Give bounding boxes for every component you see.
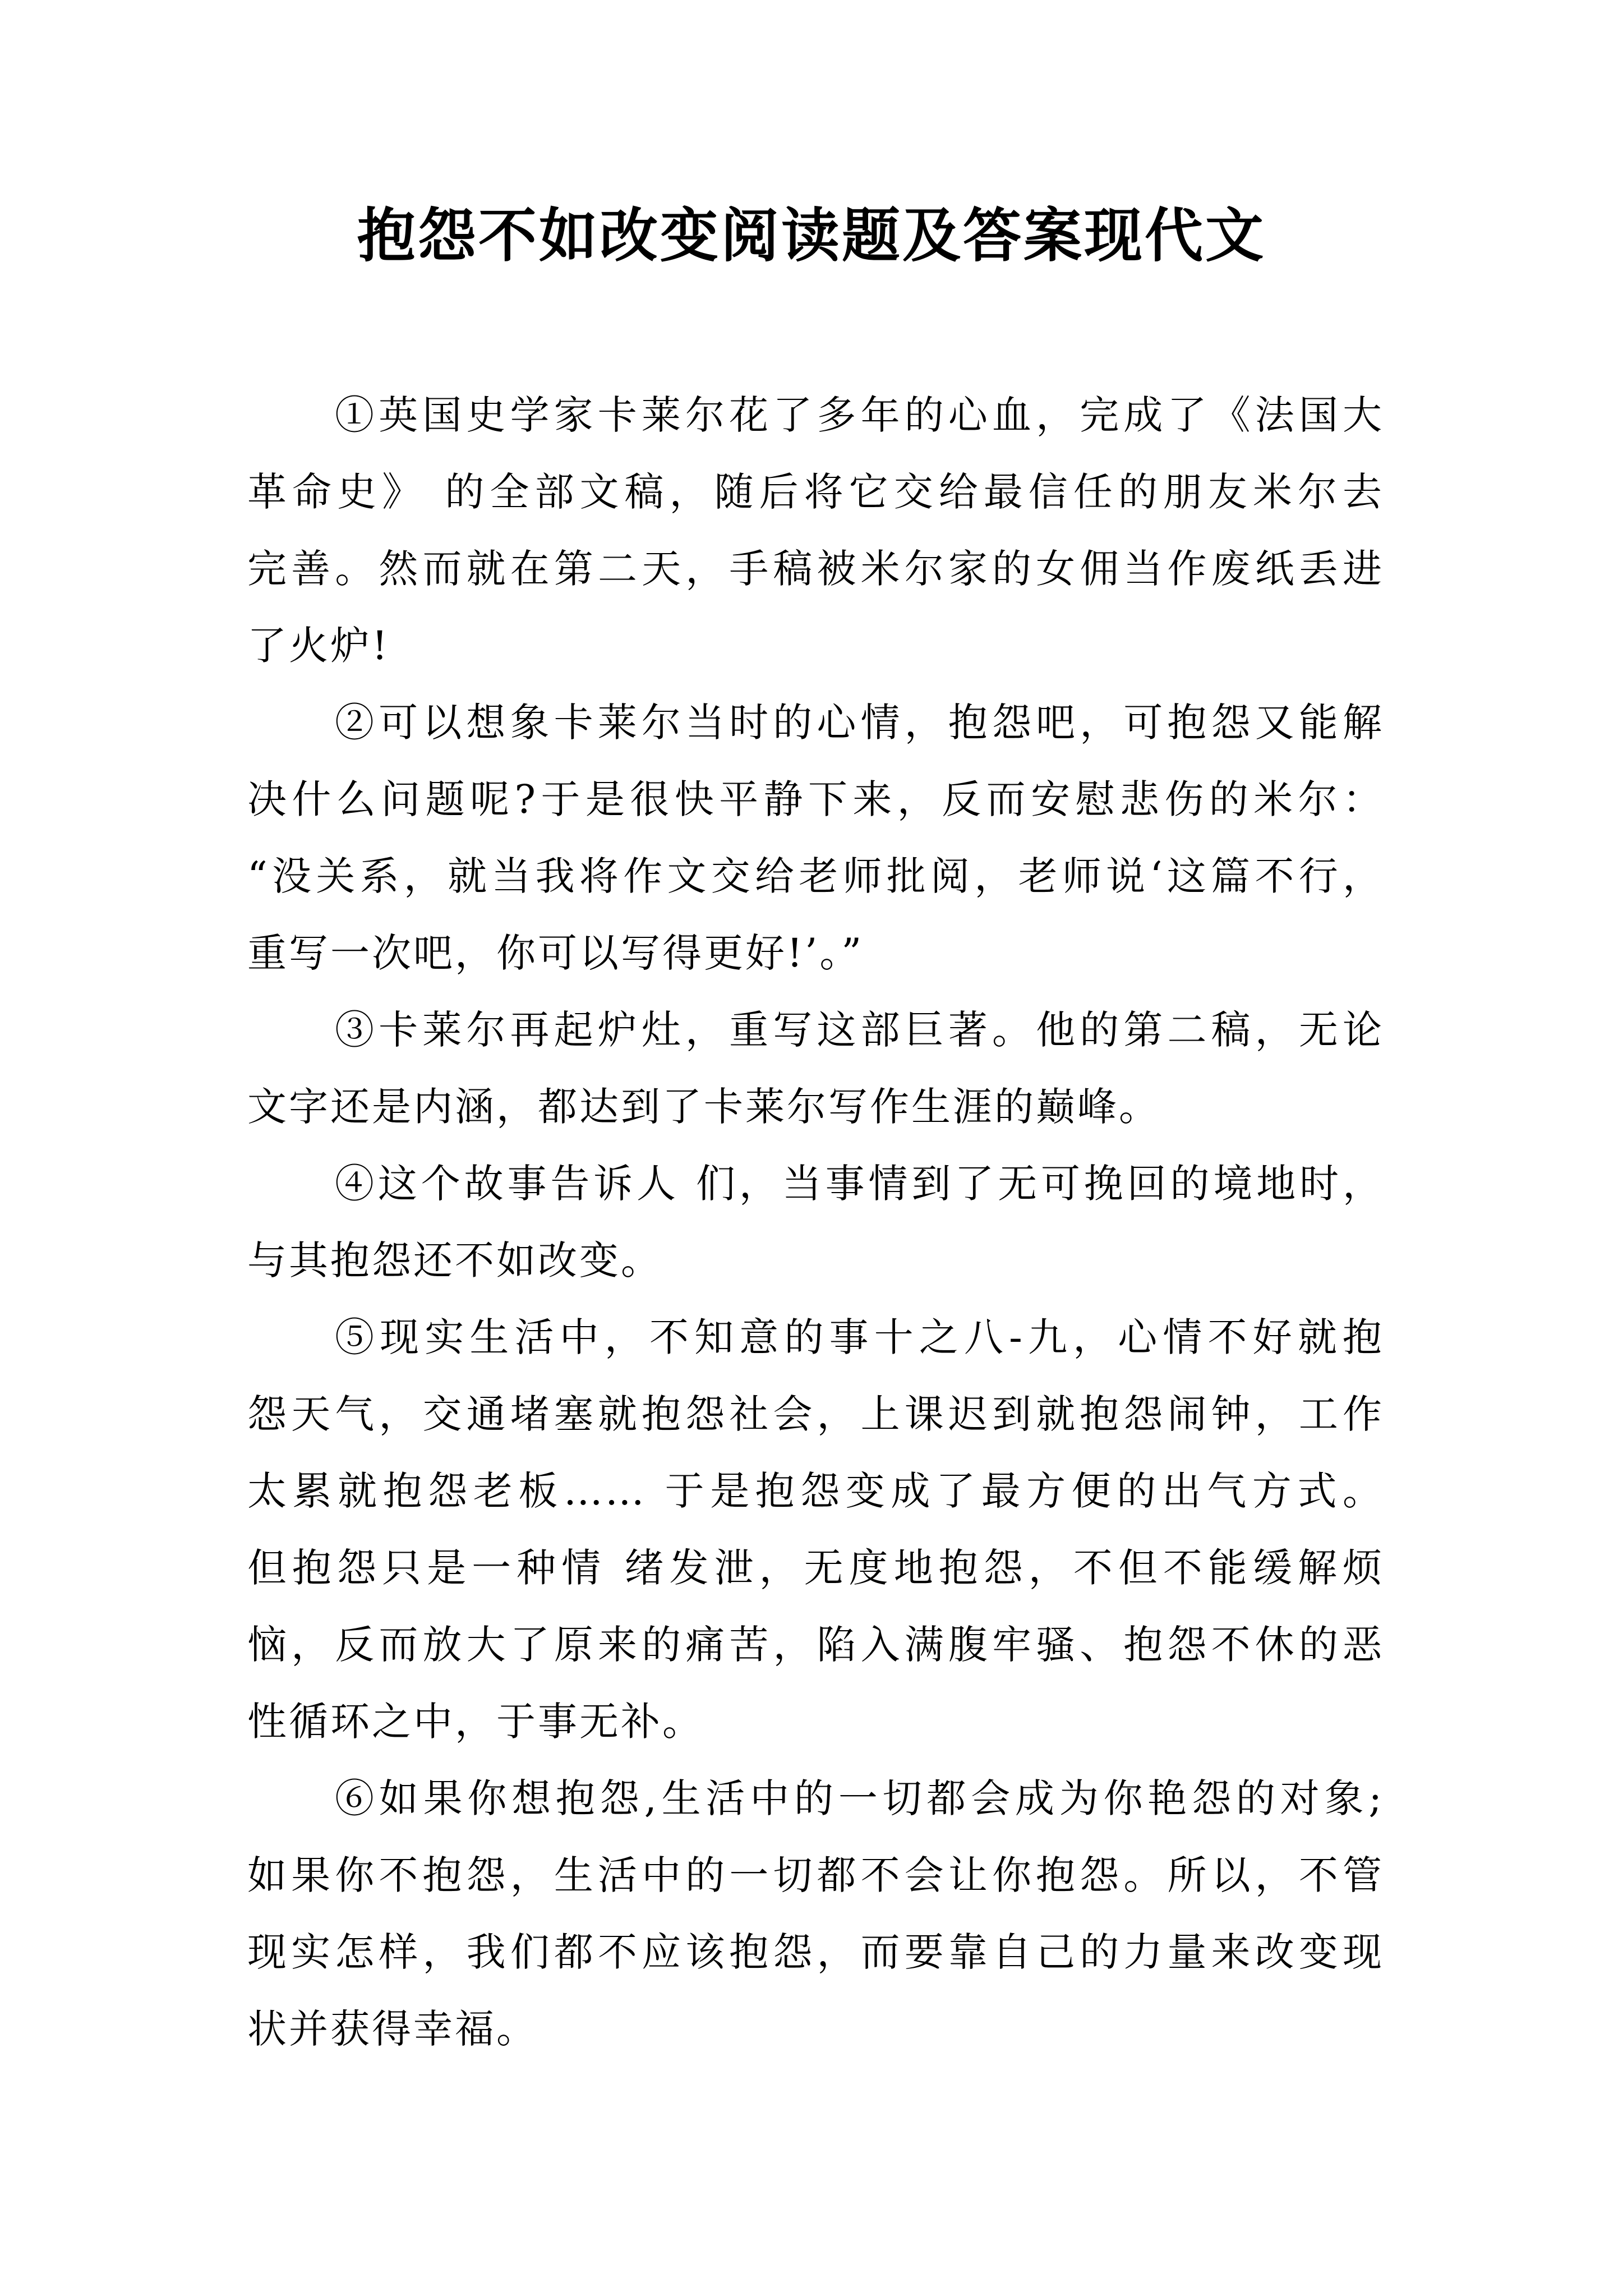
paragraph-3 — [247, 992, 1384, 1145]
paragraph-line: 了火炉! — [247, 623, 390, 669]
paragraph-line: 性循环之中，于事无补。 — [247, 1699, 704, 1745]
paragraph-5 — [247, 1299, 1384, 1760]
paragraph-6 — [247, 1760, 1384, 2068]
paragraph-4 — [247, 1145, 1384, 1299]
paragraph-line: ①英国史学家卡莱尔花了多年的心血，完成了《法国大 — [335, 392, 1384, 438]
paragraph-line: ⑤现实生活中，不知意的事十之八-九，心情不好就抱 — [335, 1314, 1384, 1360]
paragraph-line: 重写一次吧，你可以写得更好!’。” — [247, 930, 864, 976]
paragraph-line: 现实怎样，我们都不应该抱怨，而要靠自己的力量来改变现 — [247, 1929, 1384, 1975]
paragraph-line: 革命史》 的全部文稿，随后将它交给最信任的朋友米尔去 — [247, 469, 1384, 515]
paragraph-line: 怨天气，交通堵塞就抱怨社会，上课迟到就抱怨闹钟，工作 — [247, 1391, 1384, 1437]
paragraph-line: ③卡莱尔再起炉灶，重写这部巨著。他的第二稿，无论 — [335, 1007, 1384, 1053]
paragraph-line: 完善。然而就在第二天，手稿被米尔家的女佣当作废纸丢进 — [247, 546, 1384, 592]
paragraph-line: 但抱怨只是一种情 绪发泄，无度地抱怨，不但不能缓解烦 — [247, 1545, 1384, 1591]
paragraph-line: ⑥如果你想抱怨,生活中的一切都会成为你艳怨的对象; — [335, 1775, 1384, 1821]
document-body — [247, 377, 1384, 2068]
paragraph-2 — [247, 684, 1384, 992]
paragraph-line: 状并获得幸福。 — [247, 2006, 538, 2052]
paragraph-line: 恼，反而放大了原来的痛苦，陷入满腹牢骚、抱怨不休的恶 — [247, 1622, 1384, 1668]
paragraph-line: 文字还是内涵，都达到了卡莱尔写作生涯的巅峰。 — [247, 1084, 1160, 1130]
paragraph-1 — [247, 377, 1384, 684]
paragraph-line: 决什么问题呢?于是很快平静下来，反而安慰悲伤的米尔： — [247, 776, 1384, 822]
paragraph-line: 太累就抱怨老板…… 于是抱怨变成了最方便的出气方式。 — [247, 1468, 1384, 1514]
paragraph-line: “没关系，就当我将作文交给老师批阅，老师说‘这篇不行， — [247, 853, 1384, 899]
paragraph-line: ④这个故事告诉人 们，当事情到了无可挽回的境地时， — [335, 1161, 1384, 1207]
paragraph-line: 如果你不抱怨，生活中的一切都不会让你抱怨。所以，不管 — [247, 1852, 1384, 1898]
document-title: 抱怨不如改变阅读题及答案现代文 — [357, 201, 1266, 270]
paragraph-line: 与其抱怨还不如改变。 — [247, 1237, 662, 1283]
paragraph-line: ②可以想象卡莱尔当时的心情，抱怨吧，可抱怨又能解 — [335, 700, 1384, 746]
